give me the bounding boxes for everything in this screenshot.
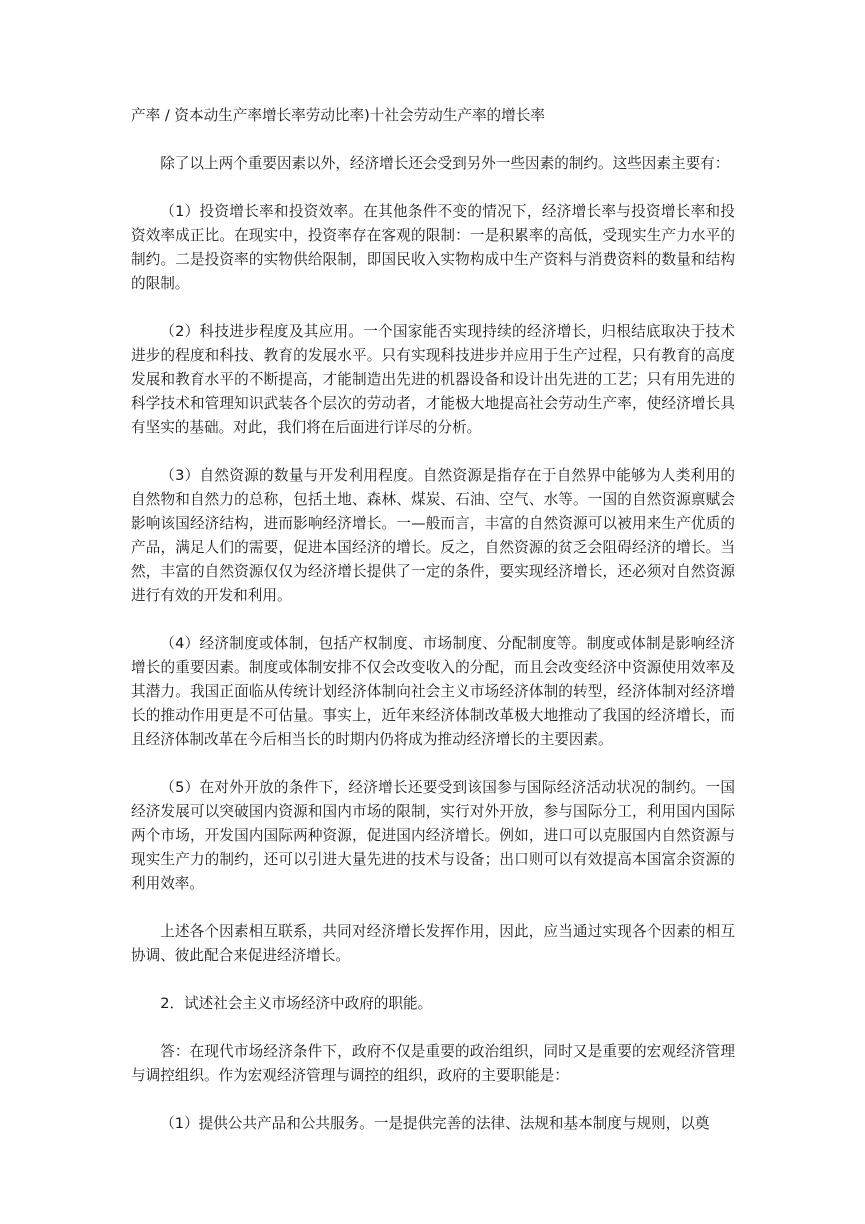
paragraph-factor-5: （5）在对外开放的条件下，经济增长还要受到该国参与国际经济活动状况的制约。一国经济发展可以突破国内资源和国内市场的限制，实行对外开放，参与国际分工，利用国内国际两个市场，开发国内国际两种资源，促进国内经济增长。例如，进口可以克服国内自然资源与现实生产力的制约，还可以引进大量先进的技术与设备；出口则可以有效提高本国富余资源的利用效率。 [131,779,735,892]
paragraph-factor-3: （3）自然资源的数量与开发利用程度。自然资源是指存在于自然界中能够为人类利用的自然物和自然力的总称，包括土地、森林、煤炭、石油、空气、水等。一国的自然资源禀赋会影响该国经济结构，进而影响经济增长。一—般而言，丰富的自然资源可以被用来生产优质的产品，满足人们的需要，促进本国经济的增长。反之，自然资源的贫乏会阻碍经济的增长。当然，丰富的自然资源仅仅为经济增长提供了一定的条件，要实现经济增长，还必须对自然资源进行有效的开发和利用。 [131,467,735,604]
paragraph-factor-1: （1）投资增长率和投资效率。在其他条件不变的情况下，经济增长率与投资增长率和投资效率成正比。在现实中，投资率存在客观的限制：一是积累率的高低，受现实生产力水平的制约。二是投资率的实物供给限制，即国民收入实物构成中生产资料与消费资料的数量和结构的限制。 [131,203,735,292]
paragraph-factor-2: （2）科技进步程度及其应用。一个国家能否实现持续的经济增长，归根结底取决于技术进步的程度和科技、教育的发展水平。只有实现科技进步并应用于生产过程，只有教育的高度发展和教育水平的不断提高，才能制造出先进的机器设备和设计出先进的工艺；只有用先进的科学技术和管理知识武装各个层次的劳动者，才能极大地提高社会劳动生产率，使经济增长具有坚实的基础。对此，我们将在后面进行详尽的分析。 [131,323,735,436]
document-body [131,104,735,1136]
paragraph-intro: 除了以上两个重要因素以外，经济增长还会受到另外一些因素的制约。这些因素主要有： [160,155,730,172]
question-heading: 2．试述社会主义市场经济中政府的职能。 [160,995,433,1012]
paragraph-function-1: （1）提供公共产品和公共服务。一是提供完善的法律、法规和基本制度与规则，以奠 [160,1115,710,1132]
paragraph-factor-4: （4）经济制度或体制，包括产权制度、市场制度、分配制度等。制度或体制是影响经济增长的重要因素。制度或体制安排不仅会改变收入的分配，而且会改变经济中资源使用效率及其潜力。我国正面临从传统计划经济体制向社会主义市场经济体制的转型，经济体制对经济增长的推动作用更是不可估量。事实上，近年来经济体制改革极大地推动了我国的经济增长，而且经济体制改革在今后相当长的时期内仍将成为推动经济增长的主要因素。 [131,635,735,748]
paragraph-answer: 答：在现代市场经济条件下，政府不仅是重要的政治组织，同时又是重要的宏观经济管理与调控组织。作为宏观经济管理与调控的组织，政府的主要职能是： [131,1043,735,1084]
paragraph-summary: 上述各个因素相互联系，共同对经济增长发挥作用，因此，应当通过实现各个因素的相互协调、彼此配合来促进经济增长。 [131,923,735,964]
paragraph-continuation: 产率 / 资本动生产率增长率劳动比率)十社会劳动生产率的增长率 [131,107,545,124]
